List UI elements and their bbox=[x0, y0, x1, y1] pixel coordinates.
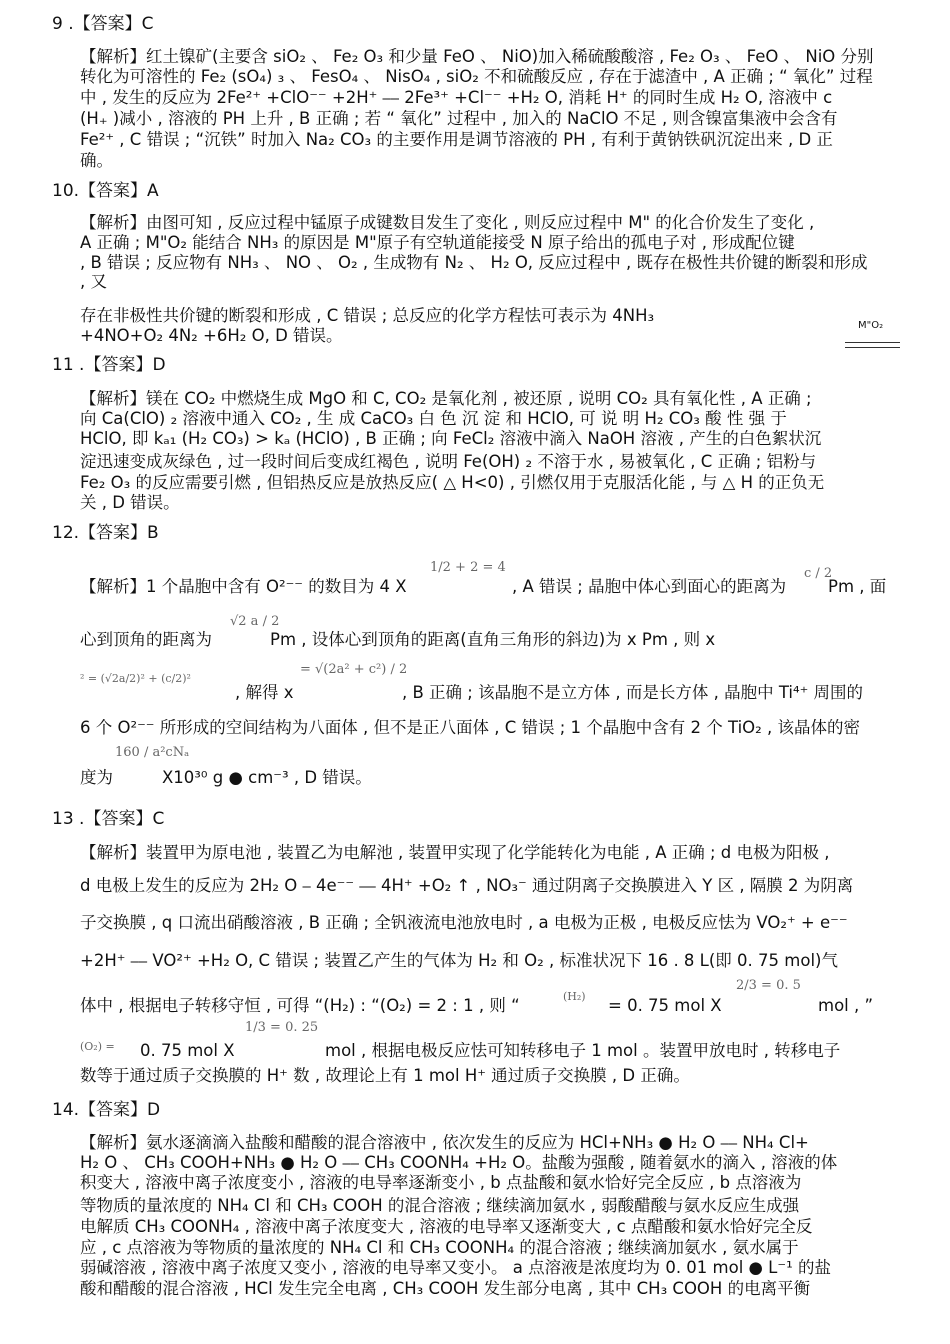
explanation-line: 酸和醋酸的混合溶液 , HCl 发生完全电离 , CH₃ COOH 发生部分电离 , 其中 CH₃ COOH 的电离平衡 bbox=[80, 1279, 811, 1298]
explanation-line: Pm , 设体心到顶角的距离(直角三角形的斜边)为 x Pm , 则 x bbox=[270, 630, 716, 649]
answer-heading-12: 12.【答案】B bbox=[52, 523, 159, 543]
explanation-line: 弱碱溶液 , 溶液中离子浓度又变小 , 溶液的电导率又变小。 a 点溶液是浓度均为 0. 01 mol ● L⁻¹ 的盐 bbox=[80, 1258, 831, 1277]
equation-condition-label: M"O₂ bbox=[858, 320, 884, 331]
explanation-line: 积变大 , 溶液中离子浓度变小 , 溶液的电导率逐渐变小 , b 点盐酸和氨水恰好完全反应 , b 点溶液为 bbox=[80, 1173, 802, 1192]
explanation-line: 子交换膜 , q 口流出硝酸溶液 , B 正确 ; 全钒液流电池放电时 , a 电极为正极 , 电极反应怯为 VO₂⁺ + e⁻⁻ bbox=[80, 913, 848, 932]
explanation-line: , 又 bbox=[80, 272, 107, 291]
explanation-line: 体中 , 根据电子转移守恒 , 可得 “(H₂) : “(O₂) = 2 : 1 , 则 “ bbox=[80, 996, 520, 1015]
explanation-line: 中 , 发生的反应为 2Fe²⁺ +ClO⁻⁻ +2H⁺ ⎯⎯ 2Fe³⁺ +Cl⁻⁻ +H₂ O, 消耗 H⁺ 的同时生成 H₂ O, 溶液中 c bbox=[80, 88, 833, 107]
explanation-line: d 电极上发生的反应为 2H₂ O ⎯ 4e⁻⁻ ⎯⎯ 4H⁺ +O₂ ↑ , NO₃⁻ 通过阴离子交换膜进入 Y 区 , 隔膜 2 为阴离 bbox=[80, 876, 854, 895]
explanation-line: 【解析】氨水逐滴滴入盐酸和醋酸的混合溶液中 , 依次发生的反应为 HCl+NH₃ ● H₂ O ⎯⎯ NH₄ Cl+ bbox=[80, 1133, 809, 1152]
explanation-line: H₂ O 、 CH₃ COOH+NH₃ ● H₂ O ⎯⎯ CH₃ COONH₄ +H₂ O。盐酸为强酸 , 随着氨水的滴入 , 溶液的体 bbox=[80, 1153, 838, 1172]
math-fraction: 2/3 = 0. 5 bbox=[736, 978, 801, 993]
explanation-line: 向 Ca(ClO) ₂ 溶液中通入 CO₂ , 生 成 CaCO₃ 白 色 沉 淀 和 HClO, 可 说 明 H₂ CO₃ 酸 性 强 于 bbox=[80, 409, 787, 428]
math-fraction: √2 a / 2 bbox=[230, 614, 280, 629]
explanation-line: 确。 bbox=[80, 151, 113, 170]
math-label: (O₂) = bbox=[80, 1040, 115, 1053]
explanation-line: , B 正确 ; 该晶胞不是立方体 , 而是长方体 , 晶胞中 Ti⁴⁺ 周围的 bbox=[402, 683, 864, 702]
explanation-line: , 解得 x bbox=[235, 683, 294, 702]
answer-heading-13: 13 .【答案】C bbox=[52, 809, 165, 829]
math-fraction: 1/2 + 2 = 4 bbox=[430, 560, 506, 575]
explanation-line: 6 个 O²⁻⁻ 所形成的空间结构为八面体 , 但不是正八面体 , C 错误 ; 1 个晶胞中含有 2 个 TiO₂ , 该晶体的密 bbox=[80, 718, 861, 737]
explanation-line: Fe₂ O₃ 的反应需要引燃 , 但铝热反应是放热反应( △ H<0) , 引燃仅用于克服活化能 , 与 △ H 的正负无 bbox=[80, 473, 825, 492]
explanation-line: 关 , D 错误。 bbox=[80, 493, 180, 512]
explanation-line: 等物质的量浓度的 NH₄ Cl 和 CH₃ COOH 的混合溶液 ; 继续滴加氨水 , 弱酸醋酸与氨水反应生成强 bbox=[80, 1196, 800, 1215]
explanation-line: mol , ” bbox=[818, 996, 874, 1015]
explanation-line: 【解析】1 个晶胞中含有 O²⁻⁻ 的数目为 4 X bbox=[80, 577, 407, 596]
explanation-line: 转化为可溶性的 Fe₂ (sO₄) ₃ 、 FesO₄ 、 NisO₄ , siO₂ 不和硫酸反应 , 存在于滤渣中 , A 正确 ; “ 氧化” 过程 bbox=[80, 67, 873, 86]
explanation-line: 【解析】装置甲为原电池 , 装置乙为电解池 , 装置甲实现了化学能转化为电能 , A 正确 ; d 电极为阳极 , bbox=[80, 843, 830, 862]
explanation-line: Pm , 面 bbox=[828, 577, 887, 596]
explanation-line: +4NO+O₂ 4N₂ +6H₂ O, D 错误。 bbox=[80, 326, 343, 345]
math-fraction: 160 / a²cNₐ bbox=[115, 745, 190, 760]
explanation-line: 淀迅速变成灰绿色 , 过一段时间后变成红褐色 , 说明 Fe(OH) ₂ 不溶于水 , 易被氧化 , C 正确 ; 铝粉与 bbox=[80, 452, 817, 471]
math-fraction: c / 2 bbox=[804, 566, 833, 581]
explanation-line: 电解质 CH₃ COONH₄ , 溶液中离子浓度变大 , 溶液的电导率又逐渐变大 , c 点醋酸和氨水恰好完全反 bbox=[80, 1217, 813, 1236]
explanation-line: 数等于通过质子交换膜的 H⁺ 数 , 故理论上有 1 mol H⁺ 通过质子交换膜 , D 正确。 bbox=[80, 1066, 690, 1085]
equation-double-line bbox=[845, 342, 900, 348]
explanation-line: 【解析】红土镍矿(主要含 siO₂ 、 Fe₂ O₃ 和少量 FeO 、 NiO)加入稀硫酸酸溶 , Fe₂ O₃ 、 FeO 、 NiO 分别 bbox=[80, 47, 874, 66]
math-fraction: 1/3 = 0. 25 bbox=[245, 1020, 319, 1035]
explanation-line: 存在非极性共价键的断裂和形成 , C 错误 ; 总反应的化学方程怯可表示为 4NH₃ bbox=[80, 306, 655, 325]
answer-heading-14: 14.【答案】D bbox=[52, 1100, 161, 1120]
explanation-line: = 0. 75 mol X bbox=[608, 996, 722, 1015]
answer-heading-9: 9 .【答案】C bbox=[52, 14, 154, 34]
explanation-line: 0. 75 mol X bbox=[140, 1041, 235, 1060]
explanation-line: HClO, 即 kₐ₁ (H₂ CO₃) > kₐ (HClO) , B 正确 ; 向 FeCl₂ 溶液中滴入 NaOH 溶液 , 产生的白色絮状沉 bbox=[80, 429, 822, 448]
explanation-line: 心到顶角的距离为 bbox=[80, 630, 212, 649]
answer-heading-10: 10.【答案】A bbox=[52, 181, 159, 201]
explanation-line: (H₊ )减小 , 溶液的 PH 上升 , B 正确 ; 若 “ 氧化” 过程中 , 加入的 NaClO 不足 , 则含镍富集液中会含有 bbox=[80, 109, 838, 128]
explanation-line: , A 错误 ; 晶胞中体心到面心的距离为 bbox=[512, 577, 787, 596]
explanation-line: 【解析】镁在 CO₂ 中燃烧生成 MgO 和 C, CO₂ 是氧化剂 , 被还原 , 说明 CO₂ 具有氧化性 , A 正确 ; bbox=[80, 389, 812, 408]
math-equation: = √(2a² + c²) / 2 bbox=[300, 662, 408, 677]
explanation-line: mol , 根据电极反应怯可知转移电子 1 mol 。装置甲放电时 , 转移电子 bbox=[325, 1041, 841, 1060]
answer-heading-11: 11 .【答案】D bbox=[52, 355, 166, 375]
explanation-line: 应 , c 点溶液为等物质的量浓度的 NH₄ Cl 和 CH₃ COONH₄ 的混合溶液 ; 继续滴加氨水 , 氨水属于 bbox=[80, 1238, 799, 1257]
explanation-line: +2H⁺ ⎯⎯ VO²⁺ +H₂ O, C 错误 ; 装置乙产生的气体为 H₂ 和 O₂ , 标准状况下 16 . 8 L(即 0. 75 mol)气 bbox=[80, 951, 838, 970]
math-equation: ² = (√2a/2)² + (c/2)² bbox=[80, 672, 191, 685]
explanation-line: , B 错误 ; 反应物有 NH₃ 、 NO 、 O₂ , 生成物有 N₂ 、 H₂ O, 反应过程中 , 既存在极性共价键的断裂和形成 bbox=[80, 253, 868, 272]
explanation-line: 度为 bbox=[80, 768, 113, 787]
math-label: (H₂) bbox=[563, 990, 586, 1003]
explanation-line: A 正确 ; M"O₂ 能结合 NH₃ 的原因是 M"原子有空轨道能接受 N 原子给出的孤电子对 , 形成配位键 bbox=[80, 233, 795, 252]
explanation-line: X10³⁰ g ● cm⁻³ , D 错误。 bbox=[162, 768, 372, 787]
explanation-line: 【解析】由图可知 , 反应过程中锰原子成键数目发生了变化 , 则反应过程中 M" 的化合价发生了变化 , bbox=[80, 213, 815, 232]
explanation-line: Fe²⁺ , C 错误 ; “沉铁” 时加入 Na₂ CO₃ 的主要作用是调节溶液的 PH , 有利于黄钠铁矾沉淀出来 , D 正 bbox=[80, 130, 833, 149]
